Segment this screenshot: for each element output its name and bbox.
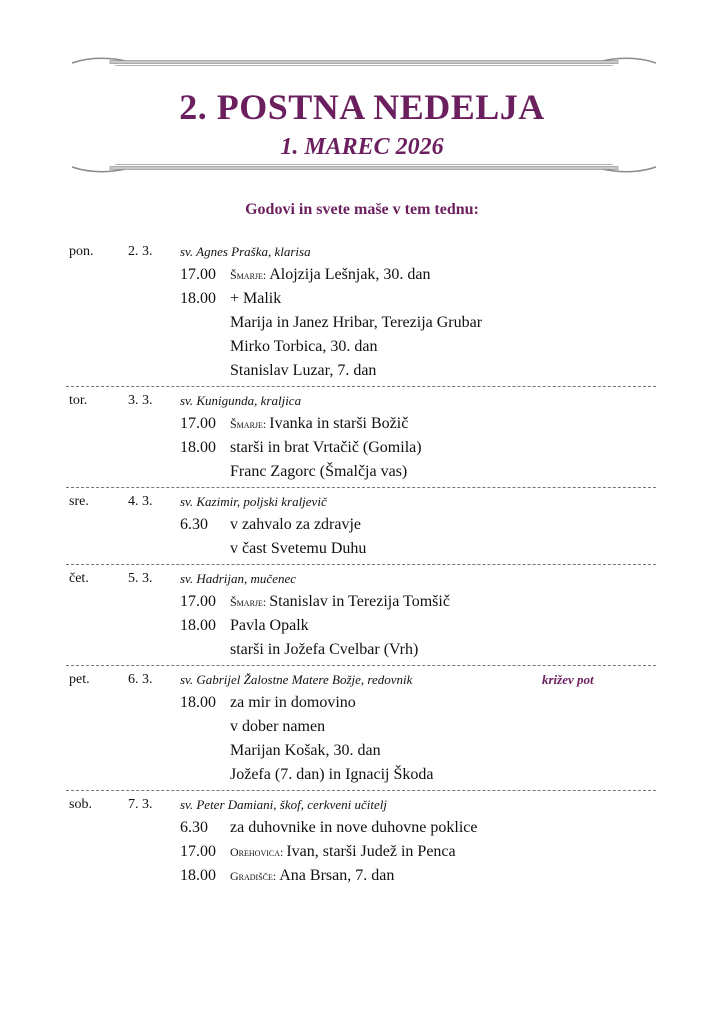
mass-text: Ivanka in starši Božič — [269, 415, 409, 432]
mass-location: Šmarje: — [230, 595, 267, 609]
mass-text: Franc Zagorc (Šmalčja vas) — [230, 463, 408, 480]
mass-row — [66, 615, 656, 639]
mass-row — [66, 692, 656, 716]
mass-text: Mirko Torbica, 30. dan — [230, 338, 378, 355]
mass-time: 18.00 — [180, 290, 216, 307]
bottom-ornament-divider — [70, 160, 658, 176]
day-block — [66, 240, 656, 387]
mass-intention — [230, 540, 366, 558]
mass-intention — [230, 593, 450, 611]
day-date: 4. 3. — [128, 494, 153, 509]
mass-row — [66, 841, 656, 865]
mass-intention — [230, 718, 325, 736]
mass-row — [66, 817, 656, 841]
day-header — [66, 490, 656, 514]
mass-intention — [230, 463, 407, 481]
day-block — [66, 668, 656, 791]
mass-row — [66, 764, 656, 788]
day-date: 7. 3. — [128, 797, 153, 812]
mass-time: 18.00 — [180, 617, 216, 634]
mass-text: za duhovnike in nove duhovne poklice — [230, 819, 478, 836]
day-date: 5. 3. — [128, 571, 153, 586]
mass-intention — [230, 362, 376, 380]
saint-name: sv. Agnes Praška, klarisa — [180, 244, 311, 259]
day-name: pon. — [69, 244, 94, 259]
mass-row — [66, 865, 656, 889]
saint-name: sv. Gabrijel Žalostne Matere Božje, redovnik — [180, 672, 413, 687]
mass-row — [66, 591, 656, 615]
day-header — [66, 793, 656, 817]
mass-time: 6.30 — [180, 819, 208, 836]
mass-intention — [230, 516, 361, 534]
mass-text: starši in brat Vrtačič (Gomila) — [230, 439, 422, 456]
saint-name: sv. Hadrijan, mučenec — [180, 571, 297, 586]
mass-text: za mir in domovino — [230, 694, 356, 711]
weekly-schedule — [66, 240, 656, 893]
day-note: križev pot — [542, 672, 594, 687]
page-title: 2. POSTNA NEDELJA — [179, 87, 545, 127]
day-header — [66, 240, 656, 264]
day-date: 6. 3. — [128, 672, 153, 687]
mass-row — [66, 264, 656, 288]
mass-row — [66, 514, 656, 538]
top-ornament-divider — [70, 54, 658, 70]
mass-intention — [230, 314, 482, 332]
day-name: čet. — [69, 571, 89, 586]
mass-row — [66, 413, 656, 437]
mass-row — [66, 288, 656, 312]
mass-location: Šmarje: — [230, 417, 267, 431]
page-date: 1. MAREC 2026 — [280, 134, 444, 160]
mass-row — [66, 538, 656, 562]
day-date: 2. 3. — [128, 244, 153, 259]
mass-location: Gradišče: — [230, 869, 277, 883]
day-header — [66, 389, 656, 413]
mass-intention — [230, 641, 418, 659]
mass-text: Marijan Košak, 30. dan — [230, 742, 381, 759]
mass-text: starši in Jožefa Cvelbar (Vrh) — [230, 641, 419, 658]
mass-intention — [230, 843, 456, 861]
day-block — [66, 490, 656, 565]
saint-name: sv. Kunigunda, kraljica — [180, 393, 302, 408]
mass-intention — [230, 867, 394, 885]
section-heading: Godovi in svete maše v tem tednu: — [245, 201, 479, 218]
mass-text: Jožefa (7. dan) in Ignacij Škoda — [230, 766, 434, 783]
mass-intention — [230, 415, 408, 433]
mass-row — [66, 461, 656, 485]
mass-text: v zahvalo za zdravje — [230, 516, 362, 533]
day-name: sre. — [69, 494, 89, 509]
mass-text: Alojzija Lešnjak, 30. dan — [269, 266, 431, 283]
mass-time: 17.00 — [180, 593, 216, 610]
day-name: sob. — [69, 797, 92, 812]
day-header — [66, 567, 656, 591]
mass-time: 18.00 — [180, 867, 216, 884]
mass-intention — [230, 290, 281, 308]
mass-row — [66, 360, 656, 384]
day-block — [66, 793, 656, 891]
day-block — [66, 567, 656, 666]
mass-intention — [230, 439, 422, 457]
mass-time: 18.00 — [180, 439, 216, 456]
mass-text: Marija in Janez Hribar, Terezija Grubar — [230, 314, 483, 331]
mass-text: + Malik — [230, 290, 282, 307]
mass-row — [66, 312, 656, 336]
mass-intention — [230, 338, 377, 356]
mass-time: 17.00 — [180, 415, 216, 432]
day-date: 3. 3. — [128, 393, 153, 408]
mass-text: Stanislav in Terezija Tomšič — [269, 593, 450, 610]
mass-intention — [230, 766, 433, 784]
mass-location: Šmarje: — [230, 268, 267, 282]
mass-intention — [230, 694, 356, 712]
mass-time: 17.00 — [180, 266, 216, 283]
day-block — [66, 389, 656, 488]
mass-time: 18.00 — [180, 694, 216, 711]
mass-text: Pavla Opalk — [230, 617, 309, 634]
saint-name: sv. Kazimir, poljski kraljevič — [180, 494, 327, 509]
mass-text: Stanislav Luzar, 7. dan — [230, 362, 377, 379]
day-header — [66, 668, 656, 692]
mass-text: Ivan, starši Judež in Penca — [286, 843, 456, 860]
saint-name: sv. Peter Damiani, škof, cerkveni učitelj — [180, 797, 387, 812]
mass-intention — [230, 617, 309, 635]
mass-intention — [230, 742, 381, 760]
mass-intention — [230, 819, 478, 837]
mass-row — [66, 716, 656, 740]
mass-intention — [230, 266, 431, 284]
day-name: tor. — [69, 393, 88, 408]
mass-location: Orehovica: — [230, 845, 284, 859]
mass-time: 17.00 — [180, 843, 216, 860]
mass-row — [66, 336, 656, 360]
mass-time: 6.30 — [180, 516, 208, 533]
mass-row — [66, 740, 656, 764]
mass-text: v čast Svetemu Duhu — [230, 540, 367, 557]
day-name: pet. — [69, 672, 90, 687]
mass-text: v dober namen — [230, 718, 326, 735]
mass-row — [66, 437, 656, 461]
mass-text: Ana Brsan, 7. dan — [279, 867, 395, 884]
mass-row — [66, 639, 656, 663]
